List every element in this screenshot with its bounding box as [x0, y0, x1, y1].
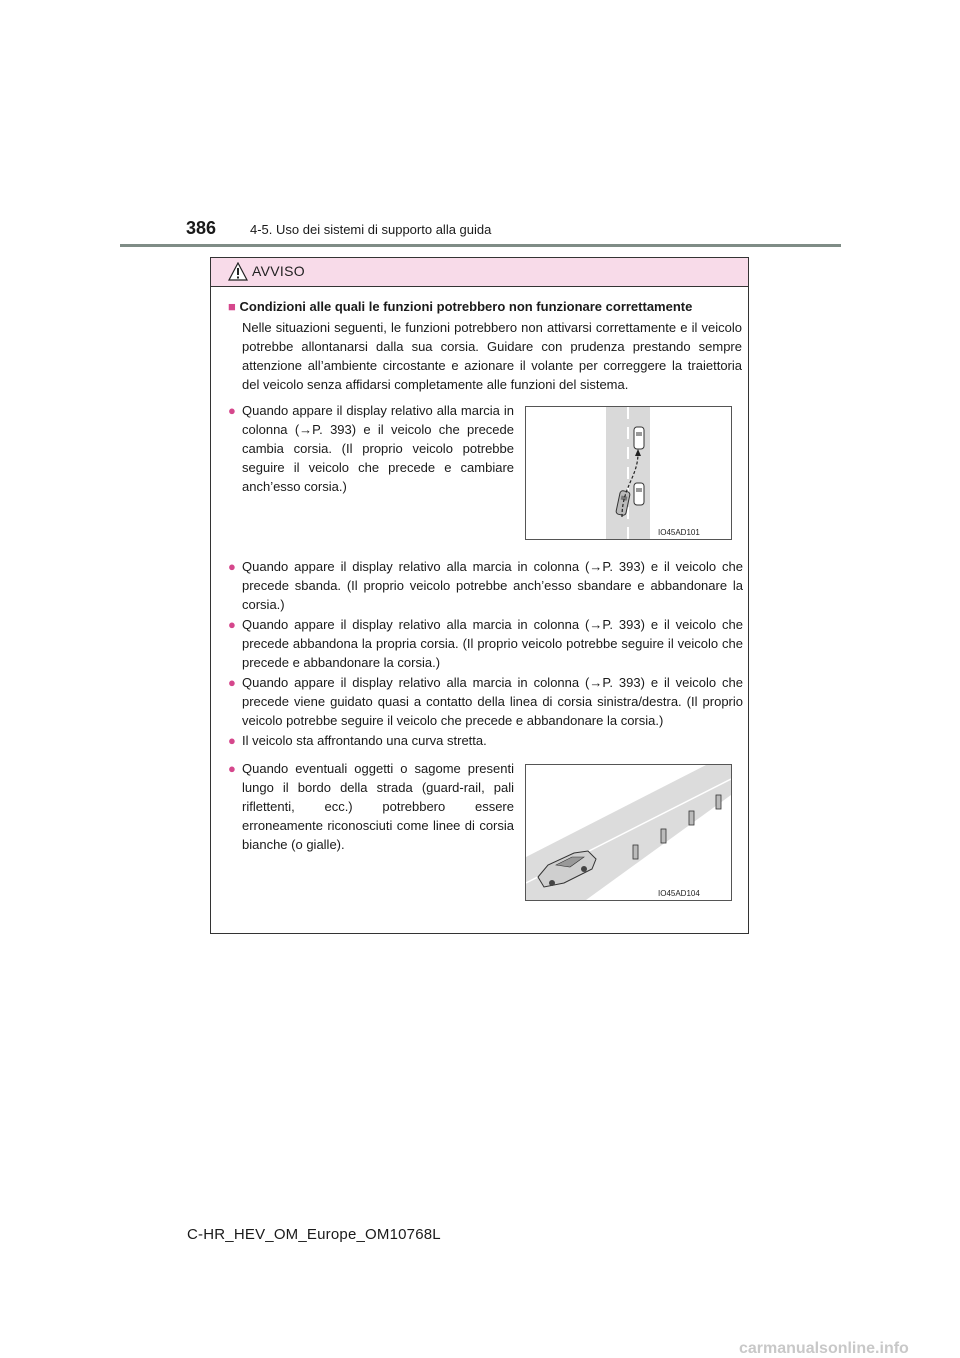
- list-item: [228, 615, 743, 672]
- warning-heading-text: Condizioni alle quali le funzioni potrebbero non funzionare correttamente: [239, 299, 693, 314]
- roadside-objects-illustration: [526, 765, 731, 900]
- list-item-text: Quando eventuali oggetti o sagome presenti lungo il bordo della strada (guard-rail, pali riflettenti, ecc.) potrebbero essere erroneamente riconosciuti come linee di corsia bianche (o gialle).: [242, 761, 514, 852]
- list-item: [228, 401, 514, 496]
- watermark: carmanualsonline.info: [739, 1340, 909, 1357]
- square-bullet-icon: ■: [228, 299, 236, 314]
- circle-bullet-icon: ●: [228, 675, 236, 690]
- lane-change-illustration: [526, 407, 731, 539]
- warning-title: AVVISO: [252, 263, 305, 279]
- circle-bullet-icon: ●: [228, 559, 236, 574]
- list-item: [228, 759, 514, 854]
- page-number: 386: [186, 218, 217, 238]
- list-item-text: Quando appare il display relativo alla marcia in colonna (→P. 393) e il veicolo che precede viene guidato quasi a contatto della linea di corsia sinistra/destra. (Il proprio veicolo potrebbe seguire il veicolo che precede e abbandonare la corsia.): [242, 675, 743, 728]
- figure-roadside-objects: [525, 764, 732, 901]
- list-item: [228, 673, 743, 730]
- warning-intro: Nelle situazioni seguenti, le funzioni potrebbero non attivarsi correttamente e il veicolo potrebbe allontanarsi dalla sua corsia. Guidare con prudenza prestando sempre attenzione all’ambiente circostante e azionare il volante per correggere la traiettoria del veicolo senza affidarsi completamente alle funzioni del sistema.: [242, 320, 742, 392]
- circle-bullet-icon: ●: [228, 617, 236, 632]
- figure-code: IO45AD101: [658, 528, 700, 537]
- list-item-text: Quando appare il display relativo alla marcia in colonna (→P. 393) e il veicolo che precede cambia corsia. (Il proprio veicolo potrebbe seguire il veicolo che precede e cambiare anch’esso corsia.): [242, 403, 514, 494]
- list-item-text: Il veicolo sta affrontando una curva stretta.: [242, 733, 487, 748]
- header-rule: [120, 244, 841, 247]
- list-item: [228, 557, 743, 614]
- circle-bullet-icon: ●: [228, 733, 236, 748]
- figure-code: IO45AD104: [658, 889, 700, 898]
- list-item-text: Quando appare il display relativo alla marcia in colonna (→P. 393) e il veicolo che precede sbanda. (Il proprio veicolo potrebbe anch’esso sbandare e abbandonare la corsia.): [242, 559, 743, 612]
- list-item: [228, 731, 743, 750]
- circle-bullet-icon: ●: [228, 403, 236, 418]
- warning-heading: [228, 299, 743, 314]
- footer-doc-code: C-HR_HEV_OM_Europe_OM10768L: [187, 1226, 441, 1243]
- list-item-text: Quando appare il display relativo alla marcia in colonna (→P. 393) e il veicolo che precede abbandona la propria corsia. (Il proprio veicolo potrebbe seguire il veicolo che precede e abbandonare la corsia.): [242, 617, 743, 670]
- warning-triangle-icon: [228, 262, 248, 281]
- section-title: 4-5. Uso dei sistemi di supporto alla guida: [250, 222, 492, 237]
- circle-bullet-icon: ●: [228, 761, 236, 776]
- figure-lane-change: [525, 406, 732, 540]
